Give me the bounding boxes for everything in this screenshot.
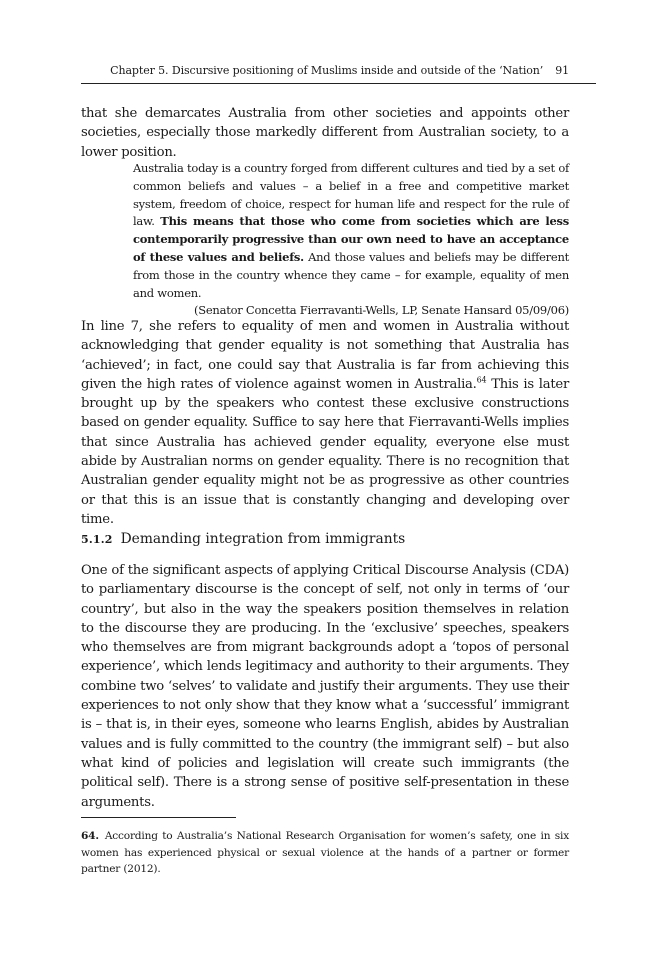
quote-source: (Senator Concetta Fierravanti-Wells, LP, Senate Hansard 05/09/06) [194,303,569,318]
paragraph-3: One of the significant aspects of applying Critical Discourse Analysis (CDA) to parliamentary discourse is the concept of self, not only in terms of ‘our country’, but also in the way the speakers position themselves in relation to the discourse they are producing. In the ‘exclusive’ speeches, speakers who themselves are from migrant backgrounds adopt a ‘topos of personal experience’, which lends legitimacy and authority to their arguments. They combine two ‘selves’ to validate and justify their arguments. They use their experiences to not only show that they know what a ‘successful’ immigrant is – that is, in their eyes, someone who learns English, abides by Australian values and is fully committed to the country (the immigrant self) – but also what kind of policies and legislation will create such immigrants (the political self). There is a strong sense of positive self-presentation in these arguments. [81,563,569,810]
quote-emphasis: This means that those who come from societies which are less contemporarily progressive than our own need to have an acceptance of these values and beliefs. [133,214,569,264]
running-title: Chapter 5. Discursive positioning of Muslims inside and outside of the ‘Nation’ [110,64,544,77]
header-rule [81,83,596,84]
section-number: 5.1.2 [81,533,113,546]
footnote-reference[interactable]: 64 [476,375,487,385]
footnote-rule [81,817,236,818]
footnote [81,828,569,878]
footnote-number: 64. [81,830,99,842]
paragraph-2-end: This is later brought up by the speakers who contest these exclusive constructions based on gender equality. Suffice to say here that Fierravanti-Wells implies that since Australia has achieved gender equality, everyone else must abide by Australian norms on gender equality. There is no recognition that Australian gender equality might not be as progressive as other countries or that this is an issue that is constantly changing and developing over time. [81,376,569,527]
section-title: Demanding integration from immigrants [120,531,406,547]
footnote-text: According to Australia’s National Research Organisation for women’s safety, one in six women has experienced physical or sexual violence at the hands of a partner or former partner (2012). [81,830,569,875]
running-header [81,64,569,78]
paragraph-1: that she demarcates Australia from other societies and appoints other societies, especially those markedly different from Australian society, to a lower position. [81,106,569,160]
paragraph-2-start: In line 7, she refers to equality of men and women in Australia without acknowledging that gender equality is not something that Australia has ‘achieved’; in fact, one could say that Australia is far from achieving this given the high rates of violence against women in Australia. [81,319,569,392]
quote-text-end: And those values and beliefs may be different from those in the country whence they came – for example, equality of men and women. [133,249,569,300]
page-number: 91 [555,64,569,77]
quote-text-start: Australia today is a country forged from different cultures and tied by a set of common beliefs and values – a belief in a free and competitive market system, freedom of choice, respect for human life and respect for the rule of law. [133,161,569,229]
section-heading [81,529,569,550]
paragraph-2 [81,317,569,529]
block-quote [133,160,569,320]
